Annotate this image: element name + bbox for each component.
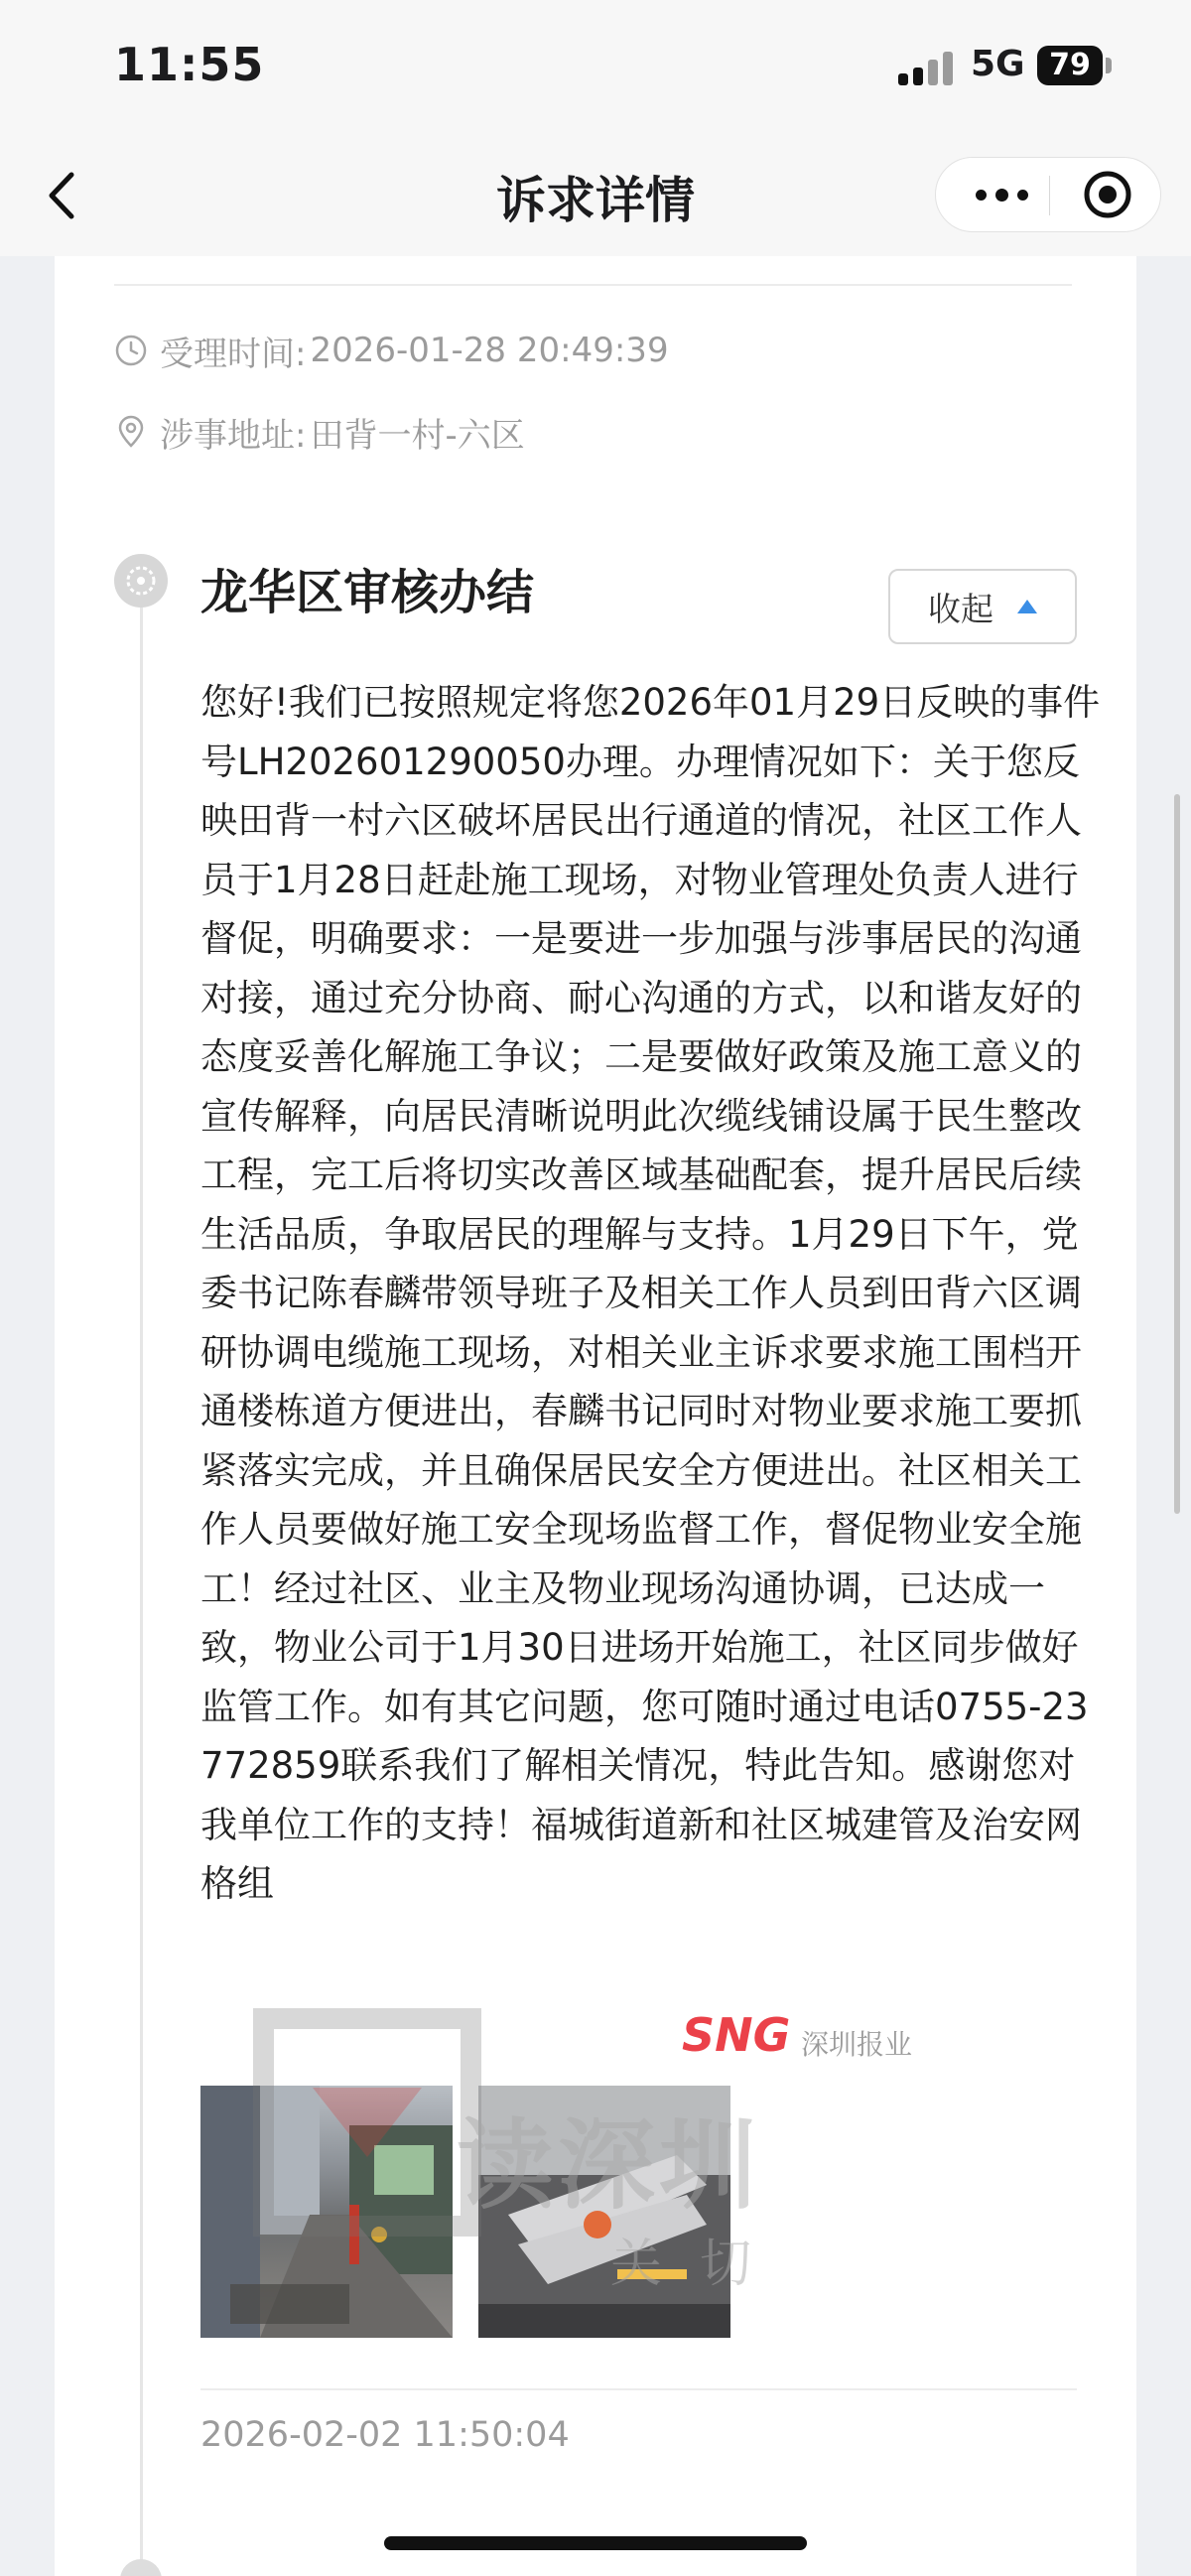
detail-card: [55, 256, 1136, 2576]
target-icon: [1063, 158, 1152, 231]
address-label: 涉事地址:: [160, 415, 307, 456]
timeline-node-icon: [114, 554, 168, 608]
accept-time-value: 2026-01-28 20:49:39: [310, 331, 669, 370]
timeline-line: [140, 594, 143, 2576]
page-title: 诉求详情: [496, 172, 695, 229]
nav-bar: [0, 139, 1191, 256]
mini-program-capsule: [935, 157, 1161, 232]
divider: [114, 284, 1072, 286]
address-row: [114, 407, 525, 457]
more-icon: [976, 190, 987, 201]
record-body-text: 您好!我们已按照规定将您2026年01月29日反映的事件号LH202601290050办理。办理情况如下：关于您反映田背一村六区破坏居民出行通道的情况，社区工作人员于1月28日赶赴施工现场，对物业管理处负责人进行督促，明确要求：一是要进一步加强与涉事居民的沟通对接，通过充分协商、耐心沟通的方式，以和谐友好的态度妥善化解施工争议；二是要做好政策及施工意义的宣传解释，向居民清晰说明此次缆线铺设属于民生整改工程，完工后将切实改善区域基础配套，提升居民后续生活品质，争取居民的理解与支持。1月29日下午，党委书记陈春麟带领导班子及相关工作人员到田背六区调研协调电缆施工现场，对相关业主诉求要求施工围档开通楼栋道方便进出，春麟书记同时对物业要求施工要抓紧落实完成，并且确保居民安全方便进出。社区相关工作人员要做好施工安全现场监督工作，督促物业安全施工！经过社区、业主及物业现场沟通协调，已达成一致，物业公司于1月30日进场开始施工，社区同步做好监管工作。如有其它问题，您可随时通过电话0755-23772859联系我们了解相关情况，特此告知。感谢您对我单位工作的支持！福城街道新和社区城建管及治安网格组: [200, 681, 1101, 1905]
accept-time-row: [114, 326, 669, 375]
timeline-node-icon: [120, 2559, 162, 2576]
watermark-brand-sub: 深圳报业: [801, 2028, 913, 2061]
status-time: 11:55: [114, 38, 265, 91]
watermark-slogan: 关切: [610, 2235, 790, 2294]
clock-icon: [114, 334, 148, 367]
record-timestamp: 2026-02-02 11:50:04: [200, 2415, 570, 2455]
signal-icon: [898, 52, 958, 85]
status-bar: [0, 0, 1191, 139]
watermark-main: 读深圳: [457, 2109, 761, 2223]
accept-time-label: 受理时间:: [160, 334, 307, 374]
battery-cap: [1106, 58, 1112, 73]
address-value: 田背一村-六区: [310, 415, 525, 456]
collapse-button[interactable]: [888, 569, 1077, 644]
location-pin-icon: [114, 415, 148, 449]
triangle-up-icon: [1017, 600, 1037, 613]
scrollbar[interactable]: [1174, 794, 1180, 1514]
network-type: 5G: [971, 44, 1025, 84]
capsule-divider: [1049, 176, 1050, 215]
divider: [200, 2388, 1077, 2390]
close-miniprogram-button[interactable]: [1063, 158, 1152, 231]
record-title: 龙华区审核办结: [200, 565, 535, 620]
battery-icon: 79: [1037, 46, 1103, 85]
more-button[interactable]: [956, 158, 1045, 231]
watermark-logo: [253, 2008, 481, 2237]
watermark-brand: SNG: [682, 2008, 791, 2062]
home-indicator[interactable]: [384, 2536, 807, 2550]
collapse-label: 收起: [928, 589, 993, 628]
